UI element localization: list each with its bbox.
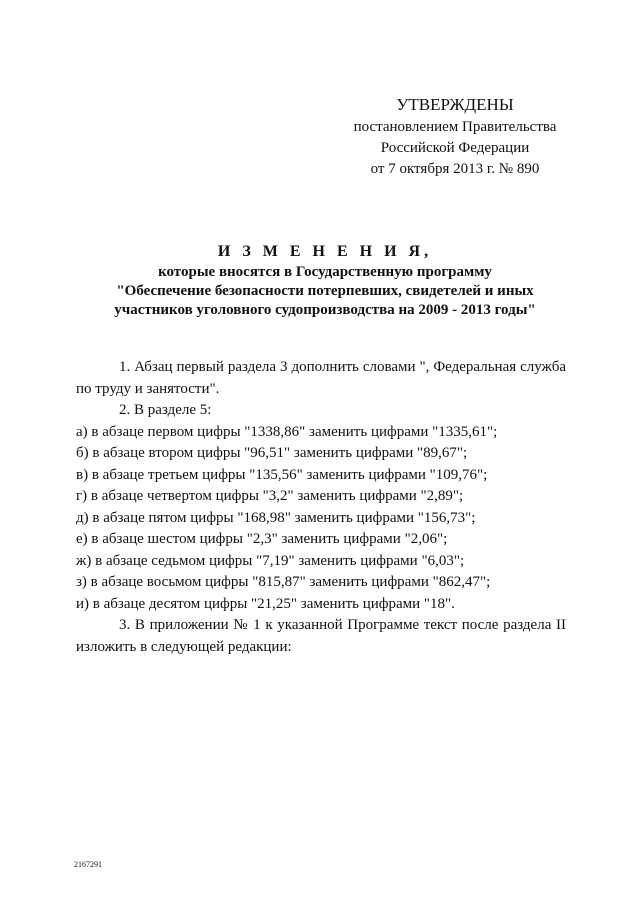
subitem-a: а) в абзаце первом цифры "1338,86" заменить цифрами "1335,61"; xyxy=(76,423,498,440)
approval-line-2: Российской Федерации xyxy=(380,140,530,156)
document-title: И З М Е Н Е Н И Я, xyxy=(217,243,433,260)
document-body xyxy=(76,357,566,658)
subitem-z: з) в абзаце восьмом цифры "815,87" заменить цифрами "862,47"; xyxy=(76,574,491,590)
heading-line-3: участников уголовного судопроизводства на 2009 - 2013 годы" xyxy=(114,302,536,318)
document-number: 2167291 xyxy=(74,860,102,869)
heading-line-2: "Обеспечение безопасности потерпевших, свидетелей и иных xyxy=(116,283,534,299)
subitem-zh: ж) в абзаце седьмом цифры "7,19" заменить цифрами "6,03"; xyxy=(76,552,465,569)
paragraph-item-1: 1. Абзац первый раздела 3 дополнить словами ", Федеральная служба по труду и занятости". xyxy=(76,359,566,397)
subitem-e: е) в абзаце шестом цифры "2,3" заменить цифрами "2,06"; xyxy=(76,531,448,547)
heading-line-1: которые вносятся в Государственную программу xyxy=(158,264,492,280)
subitem-b: б) в абзаце втором цифры "96,51" заменить цифрами "89,67"; xyxy=(76,445,468,461)
paragraph-item-2: 2. В разделе 5: xyxy=(119,402,212,418)
subitem-g: г) в абзаце четвертом цифры "3,2" заменить цифрами "2,89"; xyxy=(76,488,464,504)
subitem-d: д) в абзаце пятом цифры "168,98" заменить цифрами "156,73"; xyxy=(76,509,476,526)
paragraph-item-3: 3. В приложении № 1 к указанной Программе текст после раздела II изложить в следующей редакции: xyxy=(76,617,566,655)
document-heading xyxy=(80,242,570,320)
subitem-v: в) в абзаце третьем цифры "135,56" заменить цифрами "109,76"; xyxy=(76,466,488,483)
subitem-i: и) в абзаце десятом цифры "21,25" заменить цифрами "18". xyxy=(76,595,455,612)
approval-line-3: от 7 октября 2013 г. № 890 xyxy=(370,161,540,177)
approval-block xyxy=(330,94,580,180)
approval-line-1: постановлением Правительства xyxy=(353,119,557,135)
approval-title: УТВЕРЖДЕНЫ xyxy=(396,95,514,114)
